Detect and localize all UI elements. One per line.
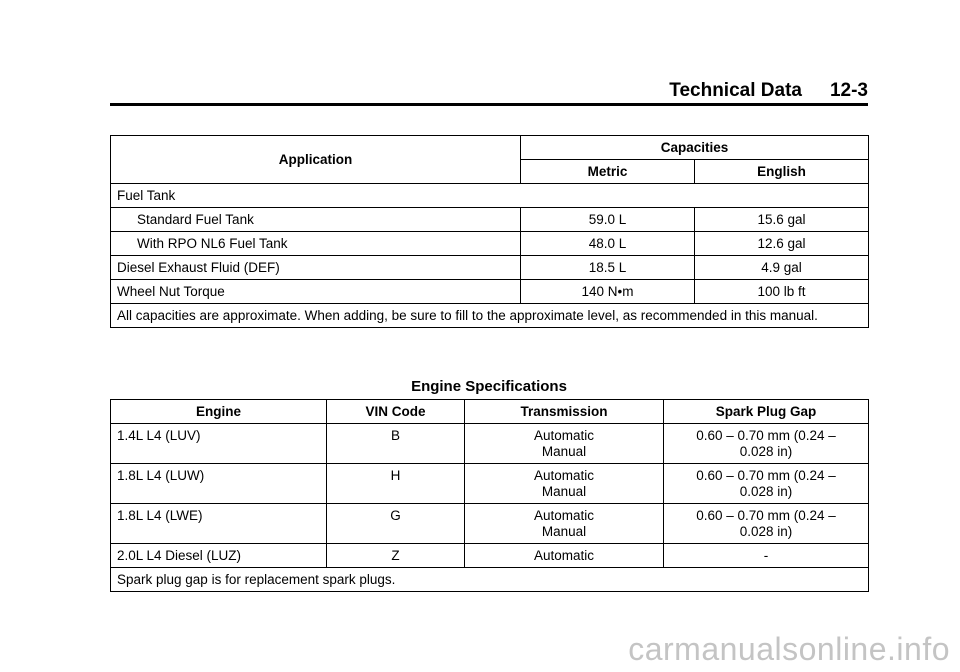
metric-cell: 18.5 L [521,256,695,280]
page-number: 12-3 [829,80,868,101]
metric-cell: 48.0 L [521,232,695,256]
table-row [111,256,869,280]
application-cell: Standard Fuel Tank [111,208,521,232]
col-metric-header: Metric [521,160,695,184]
english-cell: 4.9 gal [695,256,869,280]
spark-gap-line: 0.60 – 0.70 mm (0.24 – [696,467,836,483]
engine-specs-title: Engine Specifications [411,378,567,395]
spark-gap-cell [664,504,869,544]
spark-gap-line: 0.028 in) [739,483,793,499]
engine-specs-note: Spark plug gap is for replacement spark plugs. [111,568,869,592]
vin-cell: Z [327,544,465,568]
vin-cell: B [327,424,465,464]
metric-cell: 59.0 L [521,208,695,232]
metric-cell: 140 N•m [521,280,695,304]
table-row [111,424,869,464]
transmission-cell [465,424,664,464]
engine-specs-table [110,399,869,592]
spark-gap-line: 0.60 – 0.70 mm (0.24 – [696,427,836,443]
transmission-line: Manual [541,443,587,459]
transmission-line: Automatic [533,507,595,523]
transmission-line: Automatic [533,467,595,483]
engine-cell: 2.0L L4 Diesel (LUZ) [111,544,327,568]
col-english-header: English [695,160,869,184]
capacities-table [110,135,869,328]
page-header [669,80,868,102]
transmission-cell [465,504,664,544]
watermark: carmanualsonline.info [628,631,950,667]
table-row [111,504,869,544]
spark-gap-cell [664,464,869,504]
section-fuel-tank: Fuel Tank [111,184,869,208]
col-capacities-header: Capacities [521,136,869,160]
engine-cell: 1.8L L4 (LWE) [111,504,327,544]
spark-gap-line: 0.028 in) [739,523,793,539]
header-rule [110,103,868,106]
engine-cell: 1.4L L4 (LUV) [111,424,327,464]
spark-gap-cell: - [664,544,869,568]
application-cell: With RPO NL6 Fuel Tank [111,232,521,256]
transmission-line: Automatic [533,427,595,443]
engine-header-row [111,400,869,424]
vin-cell: H [327,464,465,504]
col-spark-gap-header: Spark Plug Gap [664,400,869,424]
capacities-note: All capacities are approximate. When adding, be sure to fill to the approximate level, as recommended in this manual. [111,304,869,328]
spark-gap-line: 0.60 – 0.70 mm (0.24 – [696,507,836,523]
table-note-row [111,304,869,328]
table-row [111,184,869,208]
spark-gap-cell [664,424,869,464]
table-row [111,208,869,232]
transmission-cell [465,464,664,504]
table-row [111,232,869,256]
col-engine-header: Engine [111,400,327,424]
vin-cell: G [327,504,465,544]
col-transmission-header: Transmission [465,400,664,424]
transmission-line: Manual [541,523,587,539]
application-cell: Diesel Exhaust Fluid (DEF) [111,256,521,280]
table-note-row [111,568,869,592]
transmission-cell: Automatic [465,544,664,568]
application-cell: Wheel Nut Torque [111,280,521,304]
capacities-header-row [111,136,869,160]
transmission-line: Manual [541,483,587,499]
col-application-header: Application [111,136,521,184]
spark-gap-line: 0.028 in) [739,443,793,459]
english-cell: 100 lb ft [695,280,869,304]
engine-cell: 1.8L L4 (LUW) [111,464,327,504]
table-row [111,544,869,568]
table-row [111,280,869,304]
section-title: Technical Data [669,80,802,101]
english-cell: 15.6 gal [695,208,869,232]
col-vin-header: VIN Code [327,400,465,424]
table-row [111,464,869,504]
english-cell: 12.6 gal [695,232,869,256]
